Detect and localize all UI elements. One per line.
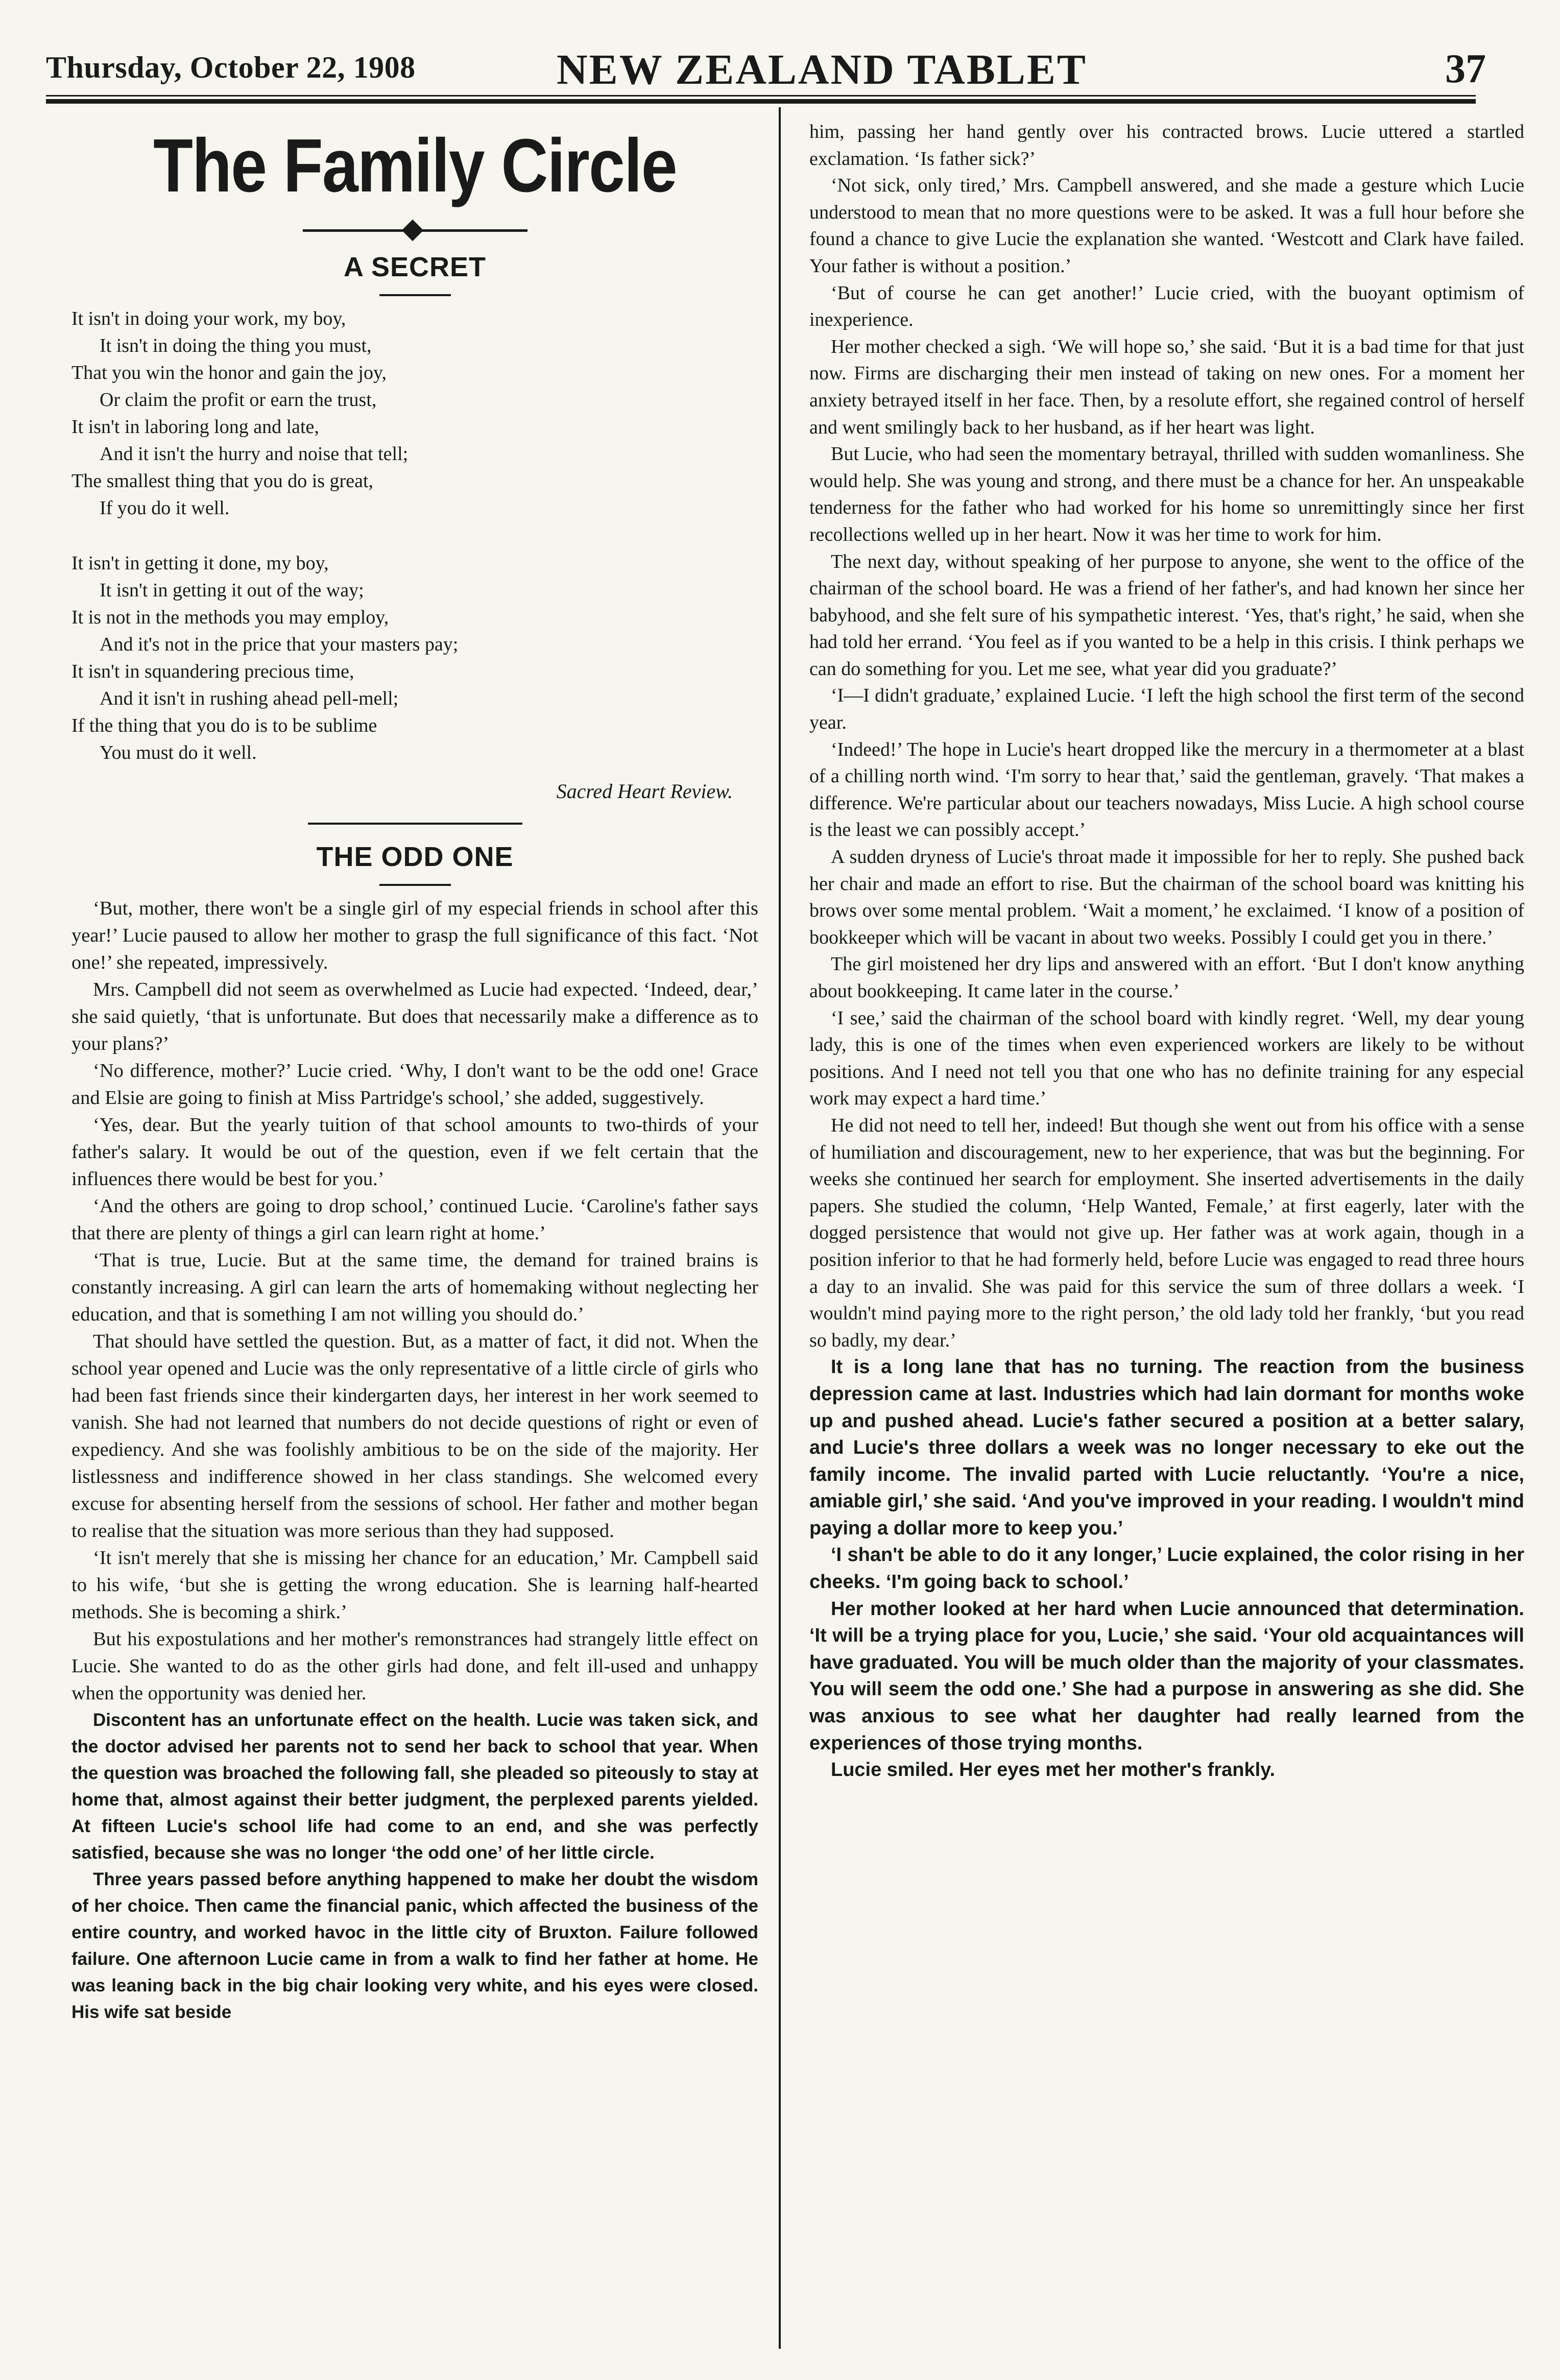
poem-line: It isn't in doing your work, my boy,	[71, 308, 346, 329]
story-paragraph: But his expostulations and her mother's remonstrances had strangely little effect on Lucie. She wanted to do as the other girls had done, and felt ill-used and unhappy when the opportunity was denied her.	[71, 1628, 758, 1704]
poem-stanza	[71, 305, 758, 522]
story-paragraph: him, passing her hand gently over his contracted brows. Lucie uttered a startled exclamation. ‘Is father sick?’	[809, 121, 1524, 170]
story-paragraph: ‘I see,’ said the chairman of the school board with kindly regret. ‘Well, my dear young lady, this is one of the times when even experienced workers are likely to be without positions. And I need not tell you that one who has no definite training for any especial work may expect a hard time.’	[809, 1007, 1524, 1110]
story-paragraph: It is a long lane that has no turning. The reaction from the business depression came at last. Industries which had lain dormant for months woke up and pushed ahead. Lucie's father secured a position at a better salary, and Lucie's three dollars a week was no longer necessary to eke out the family income. The invalid parted with Lucie reluctantly. ‘You're a nice, amiable girl,’ she said. ‘And you've improved in your reading. I wouldn't mind paying a dollar more to keep you.’	[809, 1356, 1524, 1539]
poem-line: It is not in the methods you may employ,	[71, 607, 389, 628]
story-paragraph: The girl moistened her dry lips and answered with an effort. ‘But I don't know anything about bookkeeping. It came later in the course.’	[809, 953, 1524, 1002]
poem-line: It isn't in getting it out of the way;	[100, 580, 364, 601]
right-column	[809, 118, 1524, 1784]
story-paragraph: ‘But, mother, there won't be a single girl of my especial friends in school after this year!’ Lucie paused to allow her mother to grasp the full significance of this fact. ‘Not one!’ she repeated, impressively.	[71, 898, 758, 973]
section-title: The Family Circle	[153, 124, 677, 208]
poem-line: The smallest thing that you do is great,	[71, 470, 374, 492]
poem-line: It isn't in squandering precious time,	[71, 661, 354, 682]
story-title-rule	[379, 884, 451, 886]
story-text-right	[809, 118, 1524, 1354]
story-paragraph: ‘Yes, dear. But the yearly tuition of that school amounts to two-thirds of your father's salary. It would be out of the question, even if we felt certain that the influences there would be best for you.’	[71, 1114, 758, 1190]
poem-line: It isn't in doing the thing you must,	[100, 335, 372, 356]
story-paragraph: He did not need to tell her, indeed! But though she went out from his office with a sense of humiliation and discouragement, new to her experience, that was but the beginning. For weeks she continued her search for employment. She inserted advertisements in the daily papers. She studied the column, ‘Help Wanted, Female,’ at first eagerly, later with the dogged persistence that would not give up. Her father was at work again, though in a position inferior to that he had formerly held, before Lucie was engaged to read three hours a day to an invalid. She was paid for this service the sum of three dollars a week. ‘I wouldn't mind paying more to the right person,’ the old lady told her frankly, ‘but you read so badly, my dear.’	[809, 1114, 1524, 1351]
page-number: 37	[1445, 46, 1486, 91]
story-paragraph: ‘Indeed!’ The hope in Lucie's heart dropped like the mercury in a thermometer at a blast of a chilling north wind. ‘I'm sorry to hear that,’ said the gentleman, gravely. ‘That makes a difference. We're particular about our teachers nowadays, Miss Lucie. A high school course is the least we can possibly accept.’	[809, 738, 1524, 841]
issue-date: Thursday, October 22, 1908	[46, 51, 416, 84]
publication-title: NEW ZEALAND TABLET	[557, 46, 1087, 93]
story-paragraph: Three years passed before anything happened to make her doubt the wisdom of her choice. Then came the financial panic, which affected the business of the entire country, and worked havoc in the little city of Bruxton. Failure followed failure. One afternoon Lucie came in from a walk to find her father at home. He was leaning back in the big chair looking very white, and his eyes were closed. His wife sat beside	[71, 1869, 758, 2022]
story-paragraph: ‘No difference, mother?’ Lucie cried. ‘Why, I don't want to be the odd one! Grace and Elsie are going to finish at Miss Partridge's school,’ she added, suggestively.	[71, 1060, 758, 1109]
poem-title: A SECRET	[343, 252, 487, 282]
story-paragraph: The next day, without speaking of her purpose to anyone, she went to the office of the chairman of the school board. He was a friend of her father's, and had known her since her babyhood, and she felt sure of his sympathetic interest. ‘Yes, that's right,’ he said, when she had told her errand. ‘You feel as if you wanted to be a help in this crisis. I think perhaps we can do something for you. Let me see, what year did you graduate?’	[809, 550, 1524, 680]
poem-credit: Sacred Heart Review.	[556, 780, 733, 803]
page-header	[46, 45, 1517, 96]
poem-line: You must do it well.	[100, 742, 257, 763]
story-paragraph: Lucie smiled. Her eyes met her mother's frankly.	[831, 1759, 1276, 1781]
poem-line: And it isn't the hurry and noise that tell;	[100, 443, 409, 465]
poem-line: It isn't in laboring long and late,	[71, 416, 319, 438]
story-paragraph: Mrs. Campbell did not seem as overwhelmed as Lucie had expected. ‘Indeed, dear,’ she said quietly, ‘that is unfortunate. But does that necessarily make a difference as to your plans?’	[71, 979, 758, 1054]
story-paragraph: ‘But of course he can get another!’ Lucie cried, with the buoyant optimism of inexperience.	[809, 282, 1524, 331]
story-paragraph: Her mother checked a sigh. ‘We will hope so,’ she said. ‘But it is a bad time for that just now. Firms are discharging their men instead of taking on new ones. For a moment her anxiety betrayed itself in her face. Then, by a resolute effort, she regained control of herself and went smilingly back to her husband, as if her heart was light.	[809, 335, 1524, 438]
poem-line: If the thing that you do is to be sublime	[71, 715, 377, 736]
story-paragraph: ‘And the others are going to drop school,’ continued Lucie. ‘Caroline's father says that there are plenty of things a girl can learn right at home.’	[71, 1195, 758, 1244]
story-separator-rule	[308, 823, 522, 825]
column-divider	[779, 107, 781, 2349]
header-rule-top	[46, 95, 1476, 97]
poem-body	[71, 305, 758, 766]
story-title: THE ODD ONE	[316, 842, 514, 872]
story-paragraph: A sudden dryness of Lucie's throat made it impossible for her to reply. She pushed back her chair and made an effort to rise. But the chairman of the school board was knitting his brows over some mental problem. ‘Wait a moment,’ he exclaimed. ‘I know of a position of bookkeeper which will be vacant in about two weeks. Possibly I could get you in there.’	[809, 846, 1524, 948]
ornament-diamond-icon	[401, 220, 423, 241]
poem-line: It isn't in getting it done, my boy,	[71, 552, 329, 574]
story-text-right-bold	[809, 1354, 1524, 1784]
poem-line: Or claim the profit or earn the trust,	[100, 389, 377, 411]
poem-line: And it isn't in rushing ahead pell-mell;	[100, 688, 399, 709]
story-paragraph: That should have settled the question. But, as a matter of fact, it did not. When the school year opened and Lucie was the only representative of a little circle of girls who had been fast friends since their kindergarten days, her interest in her work seemed to vanish. She had not learned that numbers do not decide questions of right or even of expediency. And she was foolishly ambitious to be on the side of the majority. Her listlessness and indifference showed in her class standings. She welcomed every excuse for absenting herself from the sessions of school. Her father and mother began to realise that the situation was more serious than they had supposed.	[71, 1331, 758, 1542]
left-column	[71, 102, 758, 2026]
poem-title-rule	[379, 294, 451, 296]
story-text-left-bold	[71, 1707, 758, 2026]
poem-line: And it's not in the price that your masters pay;	[100, 634, 459, 655]
story-paragraph: ‘That is true, Lucie. But at the same time, the demand for trained brains is constantly increasing. A girl can learn the arts of homemaking without neglecting her education, and that is something I am not willing you should do.’	[71, 1249, 758, 1325]
story-text-left	[71, 895, 758, 1707]
story-paragraph: But Lucie, who had seen the momentary betrayal, thrilled with sudden womanliness. She would help. She was young and strong, and there must be a chance for her. An unspeakable tenderness for the father who had worked for his home so unremittingly since her first recollections welled up in her heart. Now it was her time to work for him.	[809, 443, 1524, 545]
title-ornament	[303, 223, 527, 238]
story-paragraph: ‘I—I didn't graduate,’ explained Lucie. ‘I left the high school the first term of the second year.	[809, 685, 1524, 734]
poem-line: If you do it well.	[100, 497, 230, 519]
poem-stanza	[71, 550, 758, 766]
story-paragraph: ‘Not sick, only tired,’ Mrs. Campbell answered, and she made a gesture which Lucie understood to mean that no more questions were to be asked. It was a full hour before she found a chance to give Lucie the explanation she wanted. ‘Westcott and Clark have failed. Your father is without a position.’	[809, 175, 1524, 277]
story-paragraph: Discontent has an unfortunate effect on the health. Lucie was taken sick, and the doctor advised her parents not to send her back to school that year. When the question was broached the following fall, she pleaded so piteously to stay at home that, almost against their better judgment, the perplexed parents yielded. At fifteen Lucie's school life had come to an end, and she was perfectly satisfied, because she was no longer ‘the odd one’ of her little circle.	[71, 1710, 758, 1863]
story-paragraph: Her mother looked at her hard when Lucie announced that determination. ‘It will be a trying place for you, Lucie,’ she said. ‘Your old acquaintances will have graduated. You will be much older than the majority of your classmates. You will seem the odd one.’ She had a purpose in answering as she did. She was anxious to see what her daughter had really learned from the experiences of those trying months.	[809, 1598, 1524, 1754]
story-paragraph: ‘I shan't be able to do it any longer,’ Lucie explained, the color rising in her cheeks. ‘I'm going back to school.’	[809, 1544, 1524, 1593]
poem-line: That you win the honor and gain the joy,	[71, 362, 387, 383]
story-paragraph: ‘It isn't merely that she is missing her chance for an education,’ Mr. Campbell said to his wife, ‘but she is getting the wrong education. She is learning half-hearted methods. She is becoming a shirk.’	[71, 1547, 758, 1623]
